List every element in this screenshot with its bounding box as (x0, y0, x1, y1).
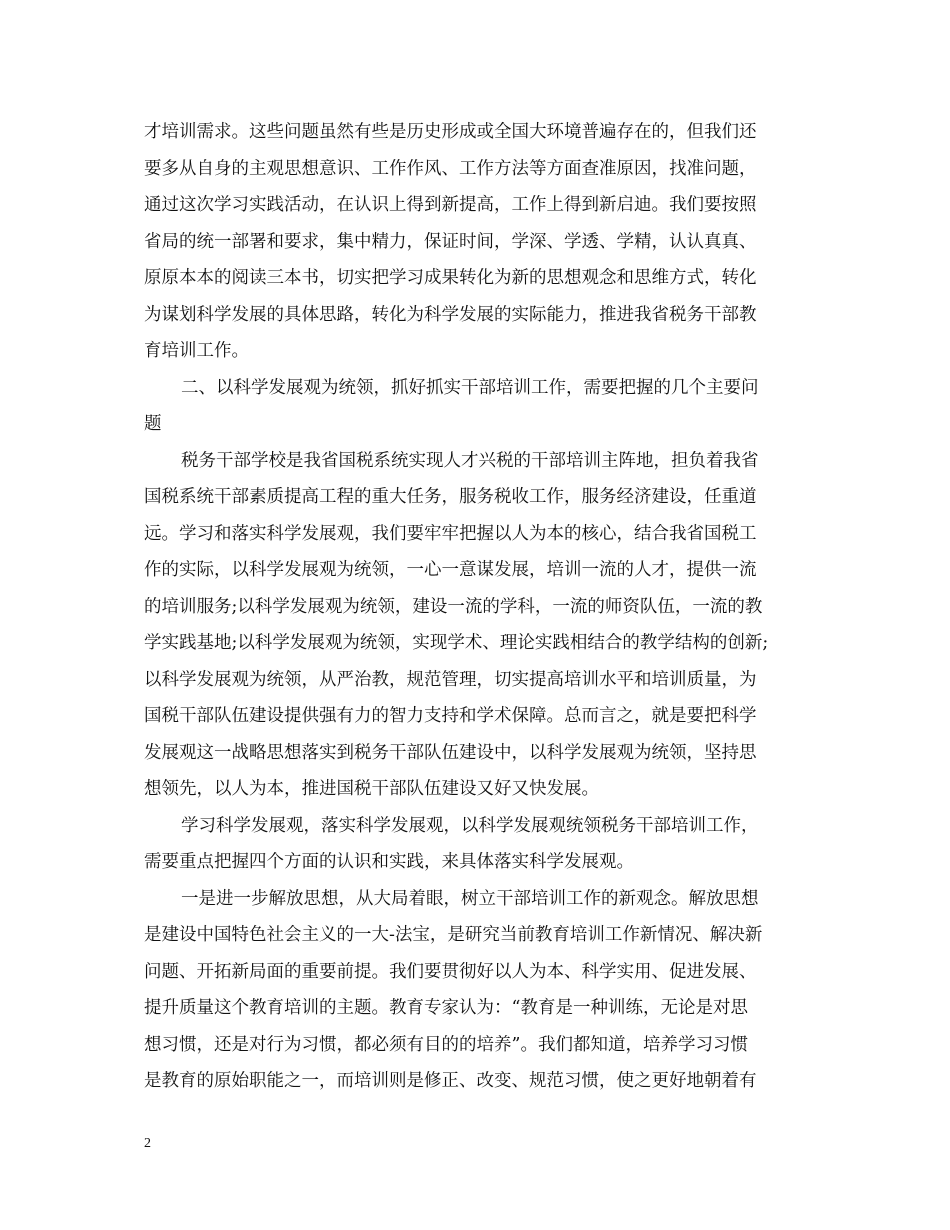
text-line: 题 (144, 414, 162, 434)
text-line: 问题、开拓新局面的重要前提。我们要贯彻好以人为本、科学实用、促进发展、 (144, 961, 757, 982)
text-line: 国税干部队伍建设提供强有力的智力支持和学术保障。总而言之，就是要把科学 (144, 706, 757, 726)
text-line: 想领先，以人为本，推进国税干部队伍建设又好又快发展。 (144, 779, 599, 799)
text-line: 通过这次学习实践活动，在认识上得到新提高，工作上得到新启迪。我们要按照 (144, 195, 757, 215)
text-line: 想习惯，还是对行为习惯，都必须有目的的培养”。我们都知道，培养学习习惯 (144, 1034, 748, 1055)
text-line: 国税系统干部素质提高工程的重大任务，服务税收工作，服务经济建设，任重道 (144, 487, 757, 507)
text-line: 原原本本的阅读三本书，切实把学习成果转化为新的思想观念和思维方式，转化 (144, 268, 757, 288)
page-number: 2 (144, 1136, 151, 1151)
text-line: 作的实际，以科学发展观为统领，一心一意谋发展，培训一流的人才，提供一流 (144, 560, 757, 580)
text-line: 提升质量这个教育培训的主题。教育专家认为：“教育是一种训练，无论是对思 (144, 998, 748, 1018)
text-line: 税务干部学校是我省国税系统实现人才兴税的干部培训主阵地，担负着我省 (181, 450, 759, 471)
text-line: 省局的统一部署和要求，集中精力，保证时间，学深、学透、学精，认认真真、 (144, 231, 757, 252)
body-text (144, 114, 812, 1100)
text-line: 二、以科学发展观为统领，抓好抓实干部培训工作，需要把握的几个主要问 (181, 377, 759, 398)
text-line: 要多从自身的主观思想意识、工作作风、工作方法等方面查准原因，找准问题， (144, 158, 757, 179)
text-line: 为谋划科学发展的具体思路，转化为科学发展的实际能力，推进我省税务干部教 (144, 304, 757, 325)
text-line: 远。学习和落实科学发展观，我们要牢牢把握以人为本的核心，结合我省国税工 (144, 523, 757, 544)
text-line: 学习科学发展观，落实科学发展观，以科学发展观统领税务干部培训工作， (181, 815, 759, 836)
text-line: 是教育的原始职能之一，而培训则是修正、改变、规范习惯，使之更好地朝着有 (144, 1071, 757, 1091)
text-line: 是建设中国特色社会主义的一大-法宝，是研究当前教育培训工作新情况、解决新 (144, 925, 763, 945)
text-line: 学实践基地;以科学发展观为统领，实现学术、理论实践相结合的教学结构的创新; (144, 633, 769, 653)
text-line: 以科学发展观为统领，从严治教，规范管理，切实提高培训水平和培训质量，为 (144, 669, 757, 690)
text-line: 需要重点把握四个方面的认识和实践，来具体落实科学发展观。 (144, 852, 634, 872)
text-line: 才培训需求。这些问题虽然有些是历史形成或全国大环境普遍存在的，但我们还 (144, 122, 757, 142)
text-line: 一是进一步解放思想，从大局着眼，树立干部培训工作的新观念。解放思想 (181, 888, 759, 909)
text-line: 发展观这一战略思想落实到税务干部队伍建设中，以科学发展观为统领，坚持思 (144, 742, 757, 763)
text-line: 育培训工作。 (144, 341, 249, 361)
text-line: 的培训服务;以科学发展观为统领，建设一流的学科，一流的师资队伍，一流的教 (144, 596, 763, 617)
